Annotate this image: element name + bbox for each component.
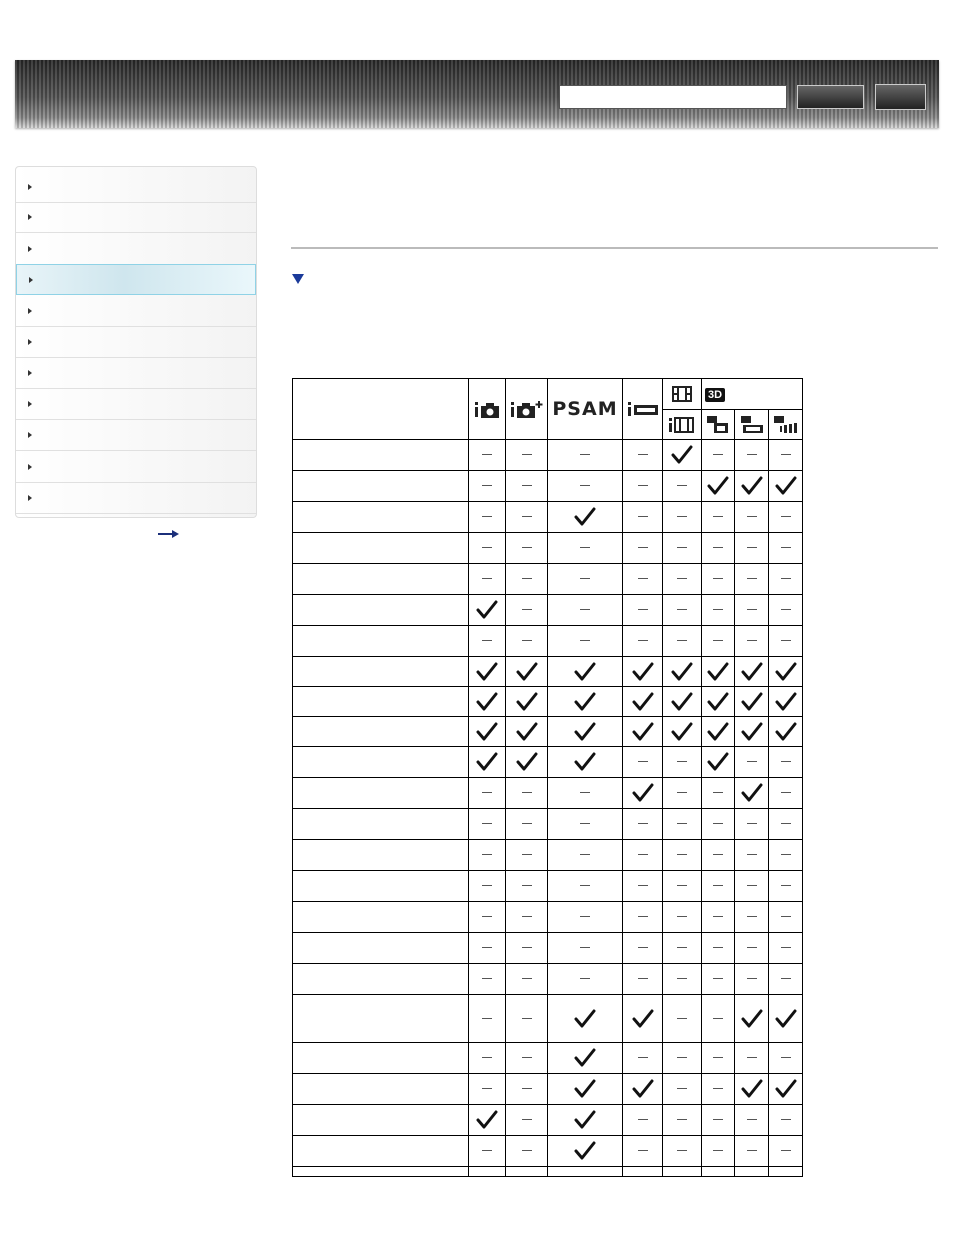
dash-cell (769, 440, 803, 471)
sidebar-item[interactable] (16, 483, 256, 514)
triangle-right-icon (28, 308, 32, 314)
checkmark-icon (623, 995, 663, 1043)
table-row (293, 471, 803, 502)
checkmark-icon (506, 747, 548, 778)
table-body (293, 440, 803, 1177)
checkmark-icon (548, 657, 623, 687)
checkmark-icon (469, 595, 506, 626)
table-row (293, 933, 803, 964)
dash-cell (506, 1167, 548, 1177)
dash-cell (663, 747, 702, 778)
dash-cell (735, 1167, 769, 1177)
checkmark-icon (663, 657, 702, 687)
triangle-right-icon (28, 184, 32, 190)
dash-cell (702, 1043, 735, 1074)
checkmark-icon (663, 440, 702, 471)
dash-cell (623, 1043, 663, 1074)
dash-cell (702, 440, 735, 471)
intelligent-movie-icon (663, 410, 702, 440)
sidebar-nav (15, 166, 257, 518)
dash-cell (769, 502, 803, 533)
row-label (293, 1167, 469, 1177)
compatibility-table (292, 378, 803, 1177)
dash-cell (769, 595, 803, 626)
dash-cell (663, 533, 702, 564)
dash-cell (548, 902, 623, 933)
row-label (293, 595, 469, 626)
table-row (293, 778, 803, 809)
dash-cell (663, 840, 702, 871)
dash-cell (623, 933, 663, 964)
dash-cell (769, 1167, 803, 1177)
dash-cell (702, 995, 735, 1043)
dash-cell (623, 809, 663, 840)
dash-cell (735, 533, 769, 564)
dash-cell (769, 1136, 803, 1167)
checkmark-icon (623, 717, 663, 747)
checkmark-icon (469, 1105, 506, 1136)
row-label (293, 995, 469, 1043)
dash-cell (623, 564, 663, 595)
dash-cell (663, 964, 702, 995)
dash-cell (506, 995, 548, 1043)
dash-cell (623, 626, 663, 657)
dash-cell (769, 840, 803, 871)
dash-cell (769, 1105, 803, 1136)
dash-cell (702, 1167, 735, 1177)
checkmark-icon (469, 657, 506, 687)
row-label (293, 933, 469, 964)
search-button[interactable] (797, 85, 864, 109)
checkmark-icon (548, 502, 623, 533)
sidebar-item[interactable] (16, 234, 256, 265)
checkmark-icon (548, 717, 623, 747)
dash-cell (663, 778, 702, 809)
dash-cell (623, 1136, 663, 1167)
function-column-header (293, 379, 469, 440)
triangle-down-icon[interactable] (292, 274, 304, 284)
row-label (293, 717, 469, 747)
table-row (293, 964, 803, 995)
dash-cell (663, 626, 702, 657)
checkmark-icon (702, 471, 735, 502)
triangle-right-icon (28, 246, 32, 252)
dash-cell (548, 809, 623, 840)
checkmark-icon (735, 778, 769, 809)
table-row (293, 502, 803, 533)
checkmark-icon (702, 657, 735, 687)
checkmark-icon (735, 687, 769, 717)
dash-cell (469, 1167, 506, 1177)
dash-cell (663, 1105, 702, 1136)
dash-cell (506, 595, 548, 626)
checkmark-icon (469, 747, 506, 778)
table-row (293, 717, 803, 747)
dash-cell (735, 502, 769, 533)
dash-cell (663, 933, 702, 964)
table-row (293, 995, 803, 1043)
dash-cell (623, 533, 663, 564)
dash-cell (623, 471, 663, 502)
table-row (293, 440, 803, 471)
dash-cell (469, 902, 506, 933)
dash-cell (735, 440, 769, 471)
dash-cell (663, 564, 702, 595)
dash-cell (469, 778, 506, 809)
dash-cell (735, 626, 769, 657)
checkmark-icon (548, 1136, 623, 1167)
sidebar-item[interactable] (16, 264, 256, 295)
dash-cell (506, 964, 548, 995)
checkmark-icon (623, 657, 663, 687)
checkmark-icon (506, 657, 548, 687)
checkmark-icon (663, 717, 702, 747)
dash-cell (506, 809, 548, 840)
row-label (293, 564, 469, 595)
intelligent-auto-icon (469, 379, 506, 440)
movie-icon (663, 379, 702, 410)
dash-cell (469, 626, 506, 657)
dash-cell (623, 840, 663, 871)
dash-cell (506, 871, 548, 902)
dash-cell (548, 471, 623, 502)
dash-cell (769, 564, 803, 595)
table-row (293, 840, 803, 871)
dash-cell (702, 809, 735, 840)
dash-cell (702, 595, 735, 626)
row-label (293, 1136, 469, 1167)
row-label (293, 1074, 469, 1105)
dash-cell (623, 1167, 663, 1177)
dash-cell (548, 964, 623, 995)
checkmark-icon (735, 995, 769, 1043)
table-row (293, 533, 803, 564)
table-row (293, 871, 803, 902)
dash-cell (769, 964, 803, 995)
checkmark-icon (769, 471, 803, 502)
row-label (293, 902, 469, 933)
dash-cell (702, 840, 735, 871)
table-row (293, 747, 803, 778)
dash-cell (663, 1074, 702, 1105)
row-label (293, 871, 469, 902)
table-row (293, 1136, 803, 1167)
row-label (293, 687, 469, 717)
dash-cell (548, 778, 623, 809)
dash-cell (702, 626, 735, 657)
3d-sweep-multi-angle-icon (769, 410, 803, 440)
dash-cell (469, 995, 506, 1043)
dash-cell (735, 595, 769, 626)
dash-cell (469, 871, 506, 902)
checkmark-icon (735, 657, 769, 687)
checkmark-icon (548, 995, 623, 1043)
dash-cell (623, 502, 663, 533)
dash-cell (548, 626, 623, 657)
dash-cell (663, 995, 702, 1043)
checkmark-icon (702, 687, 735, 717)
dash-cell (469, 1074, 506, 1105)
3d-still-icon (702, 410, 735, 440)
triangle-right-icon (29, 277, 33, 283)
dash-cell (702, 533, 735, 564)
dash-cell (506, 1136, 548, 1167)
dash-cell (769, 809, 803, 840)
triangle-right-icon (28, 401, 32, 407)
sidebar-item[interactable] (16, 420, 256, 451)
dash-cell (469, 533, 506, 564)
dash-cell (735, 871, 769, 902)
sidebar-item[interactable] (16, 452, 256, 483)
dash-cell (663, 902, 702, 933)
sidebar-item[interactable] (16, 358, 256, 389)
table-row (293, 595, 803, 626)
dash-cell (702, 871, 735, 902)
row-label (293, 440, 469, 471)
dash-cell (769, 902, 803, 933)
table-row (293, 657, 803, 687)
row-label (293, 1043, 469, 1074)
dash-cell (735, 840, 769, 871)
checkmark-icon (769, 995, 803, 1043)
dash-cell (702, 933, 735, 964)
row-label (293, 502, 469, 533)
triangle-right-icon (28, 495, 32, 501)
dash-cell (506, 1043, 548, 1074)
table-row (293, 626, 803, 657)
dash-cell (506, 440, 548, 471)
dash-cell (469, 840, 506, 871)
dash-cell (735, 964, 769, 995)
dash-cell (663, 809, 702, 840)
dash-cell (506, 564, 548, 595)
dash-cell (469, 471, 506, 502)
dash-cell (623, 871, 663, 902)
dash-cell (548, 440, 623, 471)
dash-cell (506, 1074, 548, 1105)
dash-cell (548, 564, 623, 595)
dash-cell (735, 1105, 769, 1136)
dash-cell (735, 933, 769, 964)
dash-cell (506, 933, 548, 964)
dash-cell (735, 809, 769, 840)
dash-cell (506, 778, 548, 809)
sidebar-item[interactable] (16, 172, 256, 203)
dash-cell (506, 1105, 548, 1136)
table-row (293, 1167, 803, 1177)
sidebar-item[interactable] (16, 202, 256, 233)
dash-cell (548, 871, 623, 902)
print-button[interactable] (875, 84, 926, 110)
dash-cell (663, 1043, 702, 1074)
checkmark-icon (702, 747, 735, 778)
triangle-right-icon (28, 214, 32, 220)
dash-cell (702, 964, 735, 995)
triangle-right-icon (28, 464, 32, 470)
dash-cell (506, 840, 548, 871)
dash-cell (623, 902, 663, 933)
superior-auto-icon (506, 379, 548, 440)
checkmark-icon (506, 687, 548, 717)
dash-cell (769, 533, 803, 564)
intelligent-panorama-icon (623, 379, 663, 440)
dash-cell (469, 1136, 506, 1167)
table-row (293, 1105, 803, 1136)
row-label (293, 1105, 469, 1136)
dash-cell (735, 1043, 769, 1074)
table-row (293, 809, 803, 840)
dash-cell (506, 533, 548, 564)
dash-cell (469, 502, 506, 533)
row-label (293, 809, 469, 840)
checkmark-icon (469, 687, 506, 717)
section-divider (291, 247, 938, 249)
dash-cell (663, 1167, 702, 1177)
table-row (293, 564, 803, 595)
dash-cell (469, 564, 506, 595)
dash-cell (469, 933, 506, 964)
dash-cell (548, 840, 623, 871)
checkmark-icon (548, 747, 623, 778)
checkmark-icon (623, 687, 663, 717)
dash-cell (548, 1167, 623, 1177)
dash-cell (735, 564, 769, 595)
row-label (293, 778, 469, 809)
dash-cell (623, 595, 663, 626)
table-row (293, 687, 803, 717)
dash-cell (663, 1136, 702, 1167)
checkmark-icon (623, 778, 663, 809)
row-label (293, 964, 469, 995)
dash-cell (548, 595, 623, 626)
3d-sweep-panorama-icon (735, 410, 769, 440)
dash-cell (469, 809, 506, 840)
dash-cell (469, 964, 506, 995)
dash-cell (663, 502, 702, 533)
triangle-right-icon (28, 432, 32, 438)
checkmark-icon (769, 717, 803, 747)
row-label (293, 626, 469, 657)
3d-badge-icon: 3D (702, 379, 803, 410)
dash-cell (702, 902, 735, 933)
search-input[interactable] (559, 85, 787, 109)
dash-cell (506, 502, 548, 533)
dash-cell (702, 564, 735, 595)
dash-cell (735, 1136, 769, 1167)
table-row (293, 1043, 803, 1074)
sidebar-item[interactable] (16, 296, 256, 327)
triangle-right-icon (28, 339, 32, 345)
checkmark-icon (548, 1043, 623, 1074)
checkmark-icon (735, 717, 769, 747)
row-label (293, 533, 469, 564)
sidebar-item[interactable] (16, 389, 256, 420)
dash-cell (663, 871, 702, 902)
checkmark-icon (506, 717, 548, 747)
dash-cell (769, 778, 803, 809)
table-row (293, 902, 803, 933)
dash-cell (469, 1043, 506, 1074)
row-label (293, 657, 469, 687)
dash-cell (548, 533, 623, 564)
dash-cell (702, 1105, 735, 1136)
dash-cell (506, 471, 548, 502)
checkmark-icon (735, 1074, 769, 1105)
row-label (293, 840, 469, 871)
sidebar-item[interactable] (16, 327, 256, 358)
psam-mode-label: PSAM (548, 379, 623, 440)
dash-cell (769, 1043, 803, 1074)
checkmark-icon (663, 687, 702, 717)
dash-cell (506, 902, 548, 933)
row-label (293, 747, 469, 778)
dash-cell (702, 502, 735, 533)
dash-cell (702, 1136, 735, 1167)
row-label (293, 471, 469, 502)
checkmark-icon (548, 687, 623, 717)
dash-cell (769, 626, 803, 657)
dash-cell (506, 626, 548, 657)
arrow-right-icon[interactable] (158, 529, 180, 539)
checkmark-icon (735, 471, 769, 502)
dash-cell (623, 747, 663, 778)
checkmark-icon (548, 1074, 623, 1105)
dash-cell (702, 1074, 735, 1105)
table-row (293, 1074, 803, 1105)
dash-cell (548, 933, 623, 964)
checkmark-icon (548, 1105, 623, 1136)
dash-cell (735, 747, 769, 778)
checkmark-icon (769, 687, 803, 717)
checkmark-icon (623, 1074, 663, 1105)
dash-cell (769, 747, 803, 778)
dash-cell (769, 933, 803, 964)
dash-cell (623, 440, 663, 471)
dash-cell (623, 964, 663, 995)
checkmark-icon (702, 717, 735, 747)
triangle-right-icon (28, 370, 32, 376)
dash-cell (663, 471, 702, 502)
dash-cell (702, 778, 735, 809)
checkmark-icon (469, 717, 506, 747)
dash-cell (735, 902, 769, 933)
dash-cell (769, 871, 803, 902)
dash-cell (663, 595, 702, 626)
dash-cell (469, 440, 506, 471)
checkmark-icon (769, 657, 803, 687)
checkmark-icon (769, 1074, 803, 1105)
dash-cell (623, 1105, 663, 1136)
